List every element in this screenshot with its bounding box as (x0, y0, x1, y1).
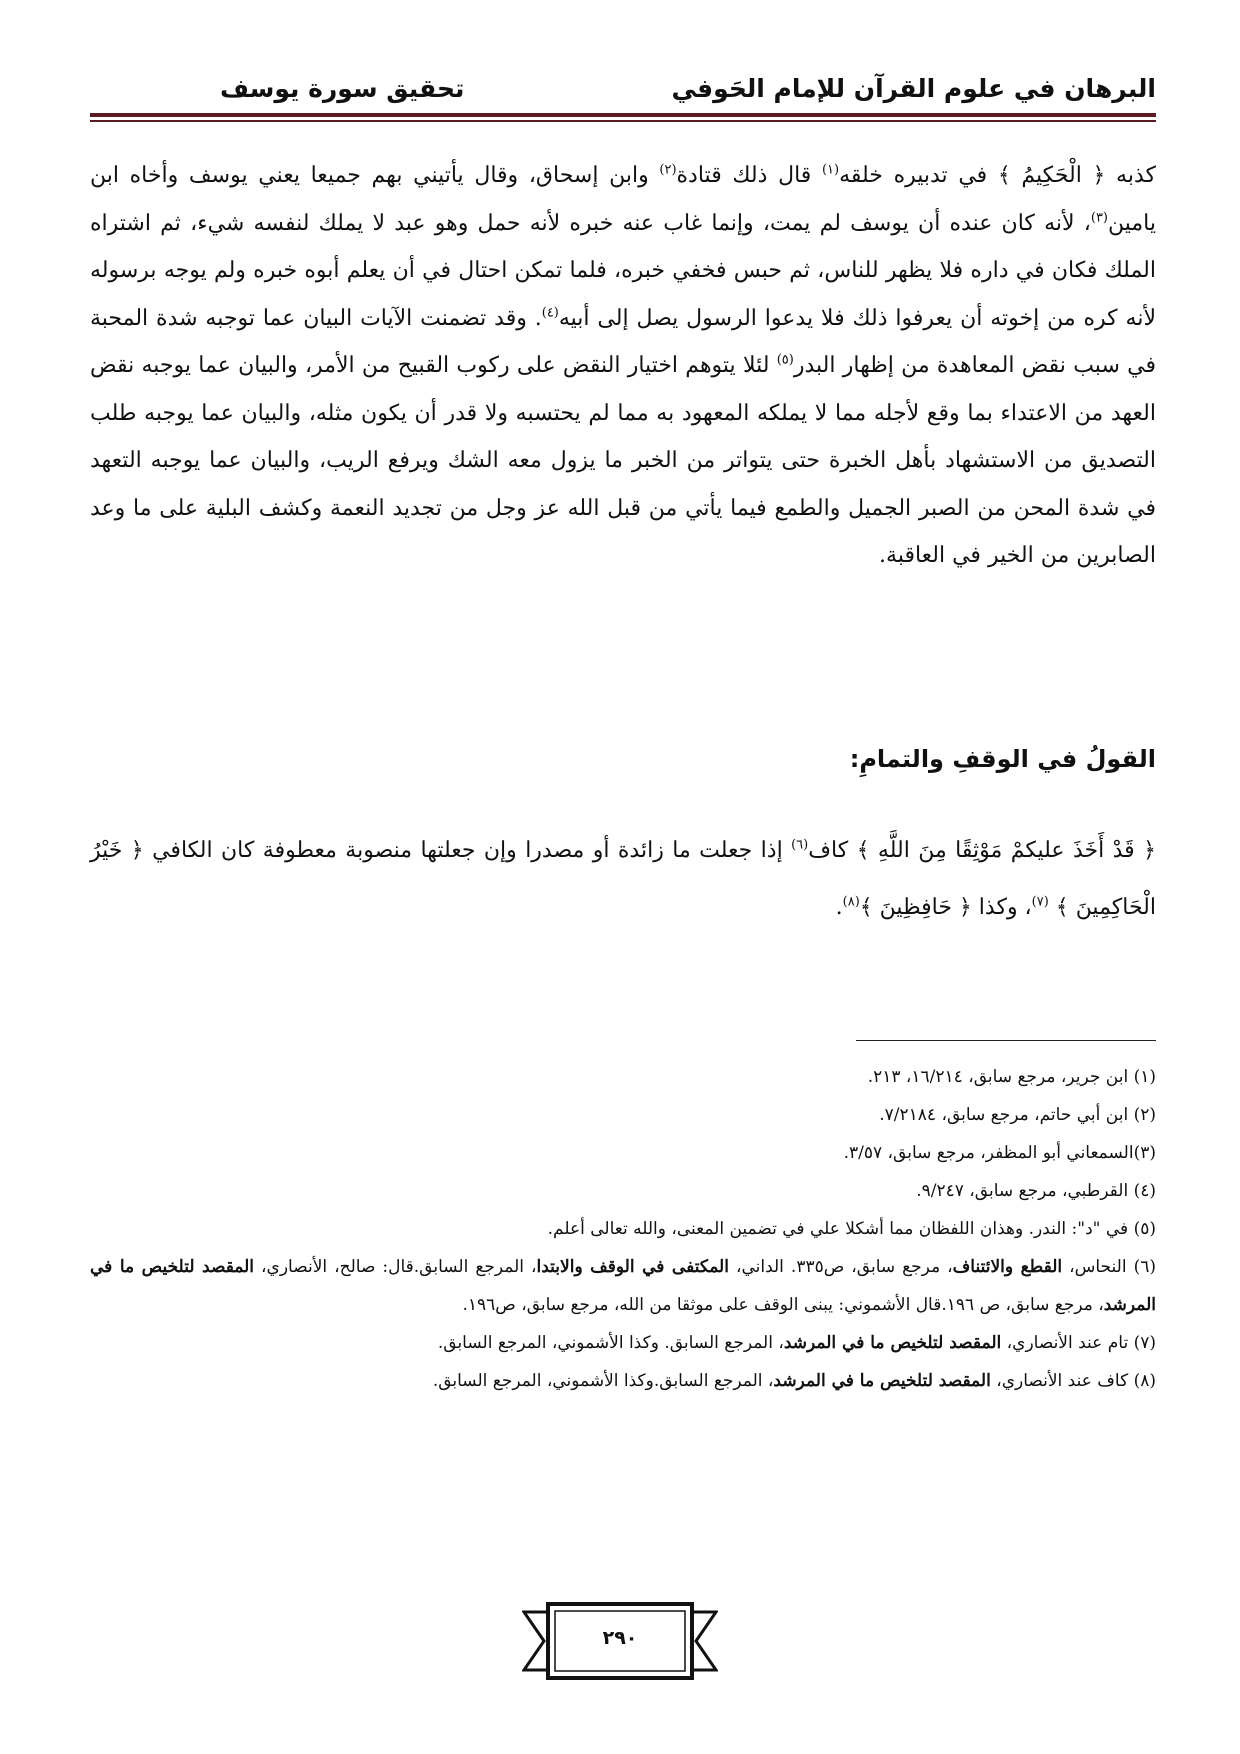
text-run: . وقد تضمنت الآيات البيان عما توجبه شدة المحبة في سبب نقض المعاهدة من إظهار البدر (90, 305, 1157, 378)
book-name: المقصد لتلخيص ما في المرشد (773, 1371, 991, 1391)
footnote-5: (٥) في "د": الندر. وهذان اللفظان مما أشكلا علي في تضمين المعنى، والله تعالى أعلم. (547, 1219, 1156, 1239)
footnote-ref: (٢) (659, 162, 677, 178)
text-run: ، مرجع سابق، ص٣٣٥. الداني، (728, 1257, 953, 1277)
footnote-2: (٢) ابن أبي حاتم، مرجع سابق، ٧/٢١٨٤. (879, 1105, 1156, 1125)
text-run: . (835, 895, 843, 920)
main-paragraph (90, 152, 1156, 580)
footnote-ref: (١) (821, 162, 840, 178)
book-name: القطع والائتناف (952, 1257, 1063, 1277)
footnote-ref: (٤) (541, 305, 559, 321)
book-name: المكتفى في الوقف والابتدا (536, 1257, 729, 1277)
book-title: البرهان في علوم القرآن للإمام الحَوفي (671, 74, 1156, 103)
footnote-ref: (٨) (842, 894, 860, 910)
text-run: ، المرجع السابق.وكذا الأشموني، المرجع السابق. (432, 1371, 774, 1391)
section-title: تحقيق سورة يوسف (220, 74, 465, 103)
book-name: المقصد لتلخيص ما في المرشد (783, 1333, 1002, 1353)
text-run: ، المرجع السابق.قال: صالح، الأنصاري، (254, 1257, 537, 1277)
footnote-ref: (٦) (791, 837, 809, 853)
text-run: (٦) النحاس، (1062, 1257, 1156, 1277)
footnote-3: (٣)السمعاني أبو المظفر، مرجع سابق، ٣/٥٧. (843, 1143, 1156, 1163)
footnote-separator (856, 1040, 1156, 1041)
footnote-8 (90, 1362, 1156, 1400)
page-header (90, 70, 1156, 110)
page-number: ٢٩٠ (602, 1627, 638, 1649)
footnotes (90, 1058, 1156, 1400)
footnote-1: (١) ابن جرير، مرجع سابق، ١٦/٢١٤، ٢١٣. (867, 1067, 1156, 1087)
footnote-ref: (٣) (1090, 210, 1108, 226)
text-run: ﴿ قَدْ أَخَذَ عليكمْ مَوْثِقًا مِنَ اللَّهِ ﴾ كاف (808, 838, 1156, 863)
text-run: كذبه ﴿ الْحَكِيمُ ﴾ في تدبيره خلقه (839, 163, 1156, 188)
text-run: (٧) تام عند الأنصاري، (1001, 1333, 1156, 1353)
verse-paragraph (90, 822, 1156, 936)
footnote-7 (90, 1324, 1156, 1362)
footnote-ref: (٧) (1031, 894, 1049, 910)
header-rule-thin (90, 120, 1156, 122)
footnote-6 (90, 1248, 1156, 1324)
section-heading: القولُ في الوقفِ والتمامِ: (849, 745, 1156, 773)
text-run: ، وكذا ﴿ حَافِظِينَ ﴾ (859, 895, 1032, 920)
text-run: إذا جعلت ما زائدة أو مصدرا وإن جعلتها منصوبة معطوفة كان الكافي ﴿ خَيْرُ الْحَاكِمِينَ ﴾ (90, 838, 1156, 920)
book-name: المقصد لتلخيص ما في المرشد (90, 1257, 1156, 1315)
text-run: (٨) كاف عند الأنصاري، (990, 1371, 1156, 1391)
footnote-4: (٤) القرطبي، مرجع سابق، ٩/٢٤٧. (916, 1181, 1156, 1201)
text-run: وابن إسحاق، وقال يأتيني بهم جميعا يعني يوسف وأخاه ابن يامين (90, 163, 1156, 236)
text-run: لئلا يتوهم اختيار النقض على ركوب القبيح من الأمر، والبيان عما يوجبه نقض العهد من الاعتداء بما وقع لأجله مما لا يملكه المعهود به مما لم يحتسبه ولا قدر أن يكون مثله، والبيان عما يوجبه طلب التصديق من الاستشهاد بأهل الخبرة حتى يتواتر من الخبر ما يزول معه الشك ويرفع الريب، والبيان عما يوجبه التعهد في شدة المحن من الصبر الجميل والطمع فيما يأتي من قبل الله عز وجل من تجديد النعمة وكشف البلية على ما وعد الصابرين من الخير في العاقبة. (90, 353, 1156, 568)
text-run: ، المرجع السابق. وكذا الأشموني، المرجع السابق. (437, 1333, 784, 1353)
header-rule-thick (90, 113, 1156, 117)
text-run: قال ذلك قتادة (676, 163, 822, 188)
text-run: ، مرجع سابق، ص ١٩٦.قال الأشموني: يبنى الوقف على موثقا من الله، مرجع سابق، ص١٩٦. (462, 1295, 1104, 1315)
text-run: ، لأنه كان عنده أن يوسف لم يمت، وإنما غاب عنه خبره لأنه حمل وهو عبد لا يملك لنفسه شيء، ثم اشتراه الملك فكان في داره فلا يظهر للناس، ثم حبس فخفي خبره، فلما تمكن احتال في أن يعلم أبوه خبره ولم يوجه برسوله لأنه كره من إخوته أن يعرفوا ذلك فلا يدعوا الرسول يصل إلى أبيه (90, 210, 1156, 331)
footnote-ref: (٥) (776, 352, 794, 368)
